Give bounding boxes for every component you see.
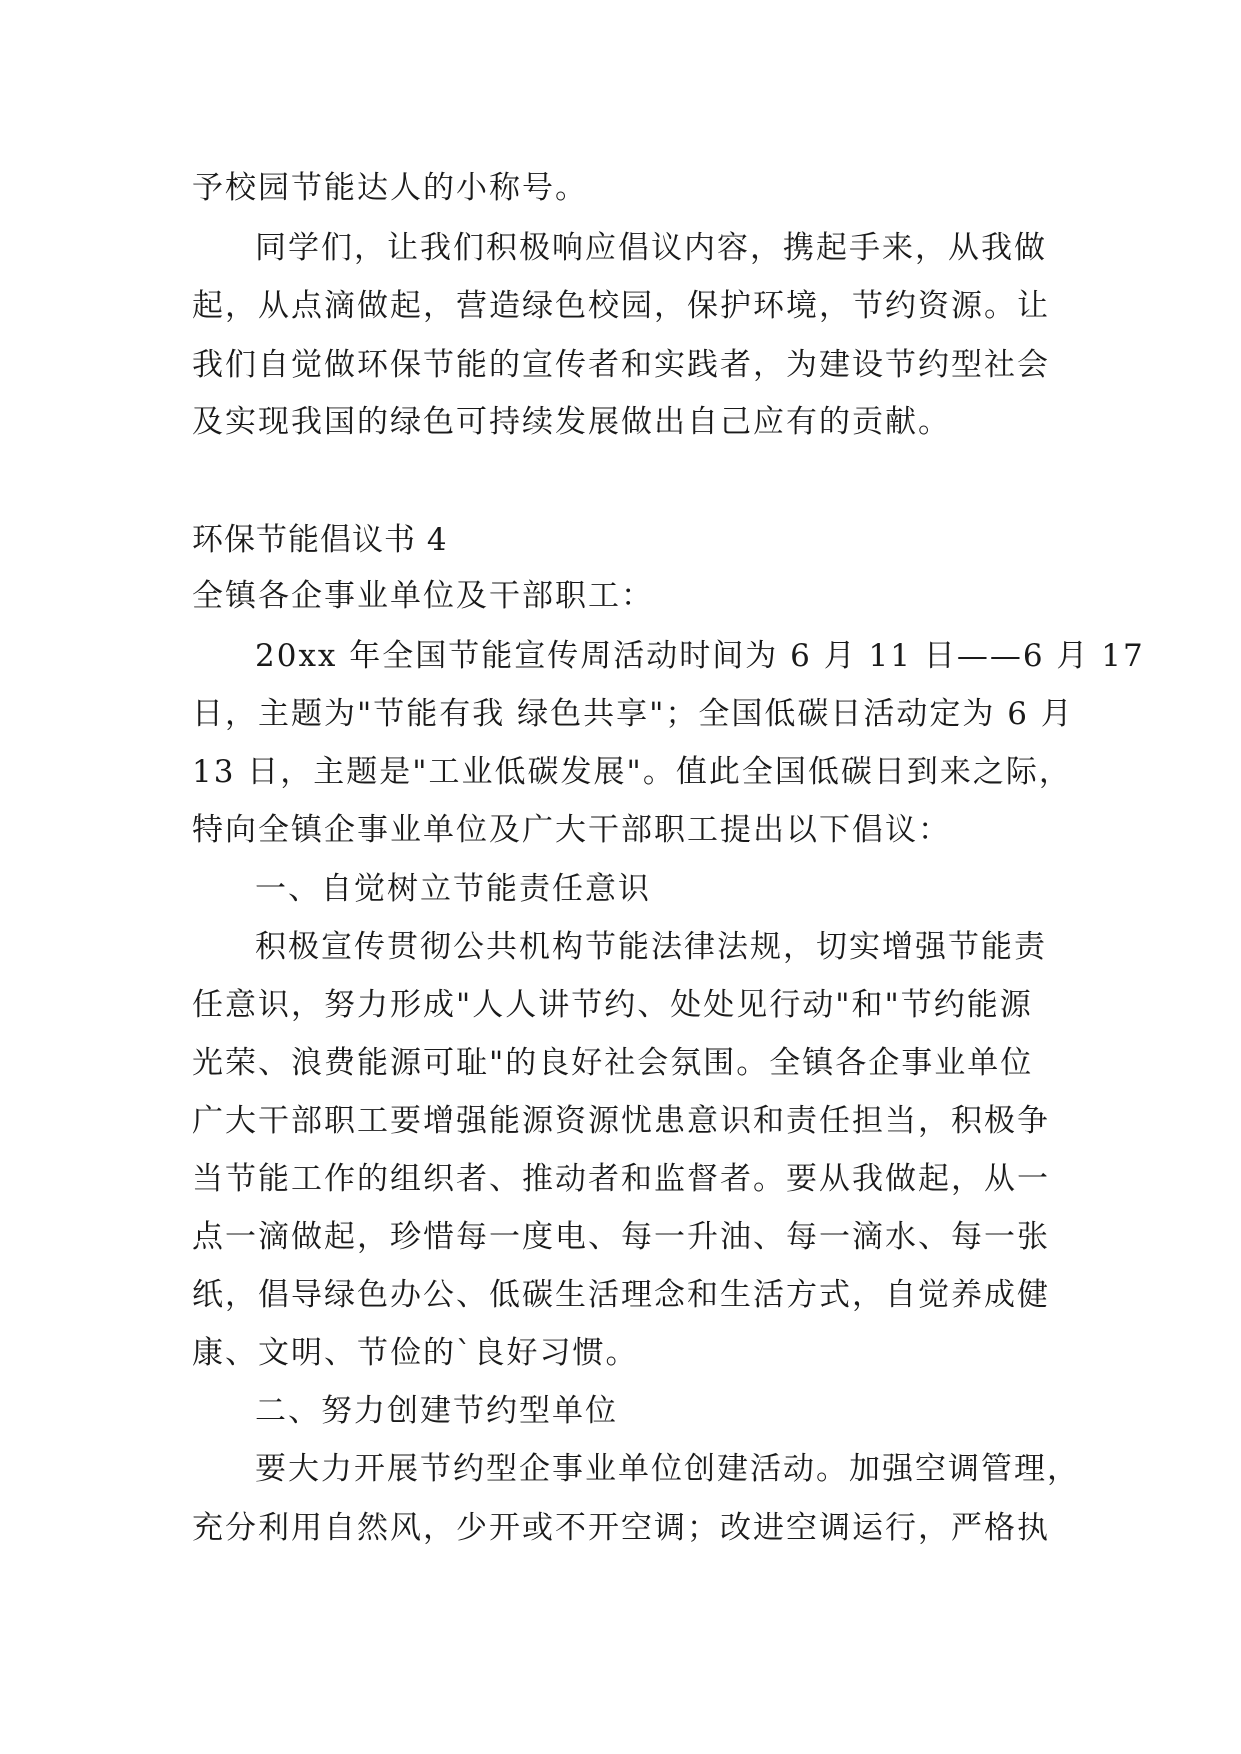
text-line: 要大力开展节约型企事业单位创建活动。加强空调管理， (255, 1451, 1080, 1487)
text-line: 纸，倡导绿色办公、低碳生活理念和生活方式，自觉养成健 (192, 1277, 1050, 1313)
salutation: 全镇各企事业单位及干部职工： (192, 578, 654, 614)
text-line: 康、文明、节俭的`良好习惯。 (192, 1335, 639, 1371)
subheading: 二、努力创建节约型单位 (255, 1393, 618, 1429)
text-line: 充分利用自然风，少开或不开空调；改进空调运行，严格执 (192, 1510, 1050, 1546)
text-line: 当节能工作的组织者、推动者和监督者。要从我做起，从一 (192, 1161, 1050, 1197)
text-line: 予校园节能达人的小称号。 (192, 170, 588, 206)
text-line: 光荣、浪费能源可耻"的良好社会氛围。全镇各企事业单位 (192, 1045, 1034, 1081)
text-line: 广大干部职工要增强能源资源忧患意识和责任担当，积极争 (192, 1103, 1050, 1139)
text-line: 我们自觉做环保节能的宣传者和实践者，为建设节约型社会 (192, 347, 1050, 383)
text-line: 同学们，让我们积极响应倡议内容，携起手来，从我做 (255, 230, 1047, 266)
text-line: 及实现我国的绿色可持续发展做出自己应有的贡献。 (192, 404, 951, 440)
text-line: 日，主题为"节能有我 绿色共享"；全国低碳日活动定为 6 月 (192, 696, 1074, 732)
text-line: 20xx 年全国节能宣传周活动时间为 6 月 11 日——6 月 17 (255, 638, 1145, 674)
text-line: 特向全镇企事业单位及广大干部职工提出以下倡议： (192, 812, 951, 848)
subheading: 一、自觉树立节能责任意识 (255, 871, 651, 907)
text-line: 起，从点滴做起，营造绿色校园，保护环境，节约资源。让 (192, 288, 1050, 324)
section-heading: 环保节能倡议书 4 (192, 522, 448, 558)
text-line: 积极宣传贯彻公共机构节能法律法规，切实增强节能责 (255, 929, 1047, 965)
text-line: 点一滴做起，珍惜每一度电、每一升油、每一滴水、每一张 (192, 1219, 1050, 1255)
text-line: 13 日，主题是"工业低碳发展"。值此全国低碳日到来之际， (192, 754, 1072, 790)
text-line: 任意识，努力形成"人人讲节约、处处见行动"和"节约能源 (192, 987, 1033, 1023)
